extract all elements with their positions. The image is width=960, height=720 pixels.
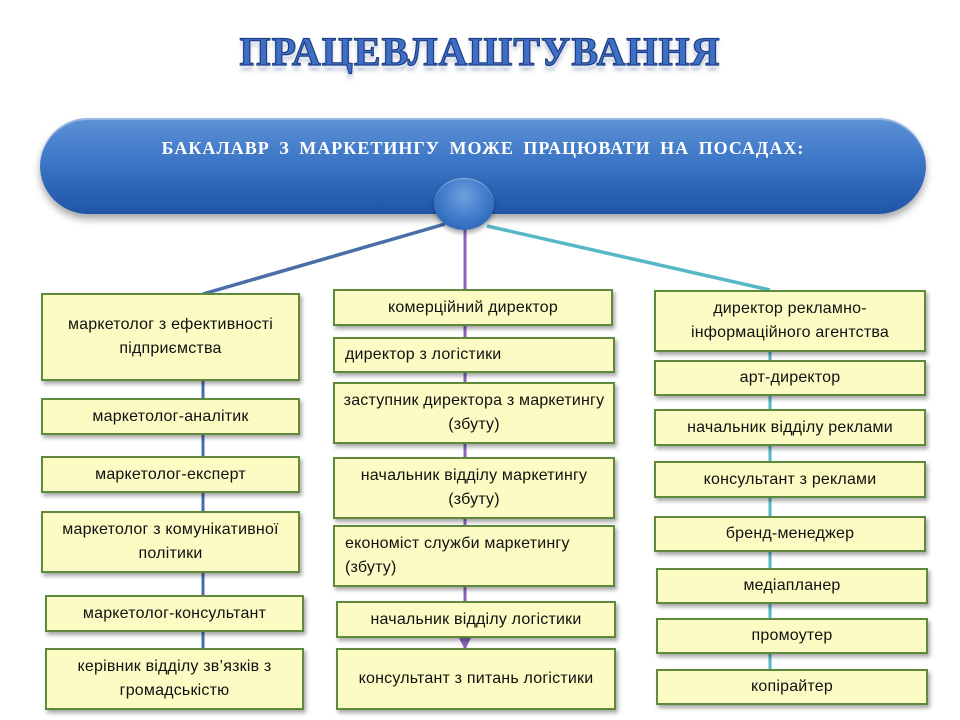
position-box: заступник директора з маркетингу (збуту)	[333, 382, 615, 444]
right-branch-connector	[487, 226, 770, 290]
position-box: маркетолог з комунікативної політики	[41, 511, 300, 573]
position-box: копірайтер	[656, 669, 928, 705]
banner-knob	[434, 178, 494, 230]
position-box: директор з логістики	[333, 337, 615, 373]
position-box: маркетолог з ефективності підприємства	[41, 293, 300, 381]
position-box: директор рекламно-інформаційного агентства	[654, 290, 926, 352]
position-box: маркетолог-аналітик	[41, 398, 300, 435]
page-title: ПРАЦЕВЛАШТУВАННЯ	[239, 29, 721, 74]
position-box: консультант з реклами	[654, 461, 926, 498]
position-box: медіапланер	[656, 568, 928, 604]
position-box: маркетолог-експерт	[41, 456, 300, 493]
position-box: комерційний директор	[333, 289, 613, 326]
position-box: начальник відділу логістики	[336, 601, 616, 638]
position-box: економіст служби маркетингу (збуту)	[333, 525, 615, 587]
position-box: промоутер	[656, 618, 928, 654]
banner-text: БАКАЛАВР З МАРКЕТИНГУ МОЖЕ ПРАЦЮВАТИ НА ПОСАДАХ:	[161, 138, 805, 158]
position-box: начальник відділу маркетингу (збуту)	[333, 457, 615, 519]
position-box: арт-директор	[654, 360, 926, 396]
position-box: керівник відділу зв’язків з громадськістю	[45, 648, 304, 710]
position-box: консультант з питань логістики	[336, 648, 616, 710]
left-branch-connector	[203, 224, 445, 294]
position-box: бренд-менеджер	[654, 516, 926, 552]
position-box: маркетолог-консультант	[45, 595, 304, 632]
position-box: начальник відділу реклами	[654, 409, 926, 446]
